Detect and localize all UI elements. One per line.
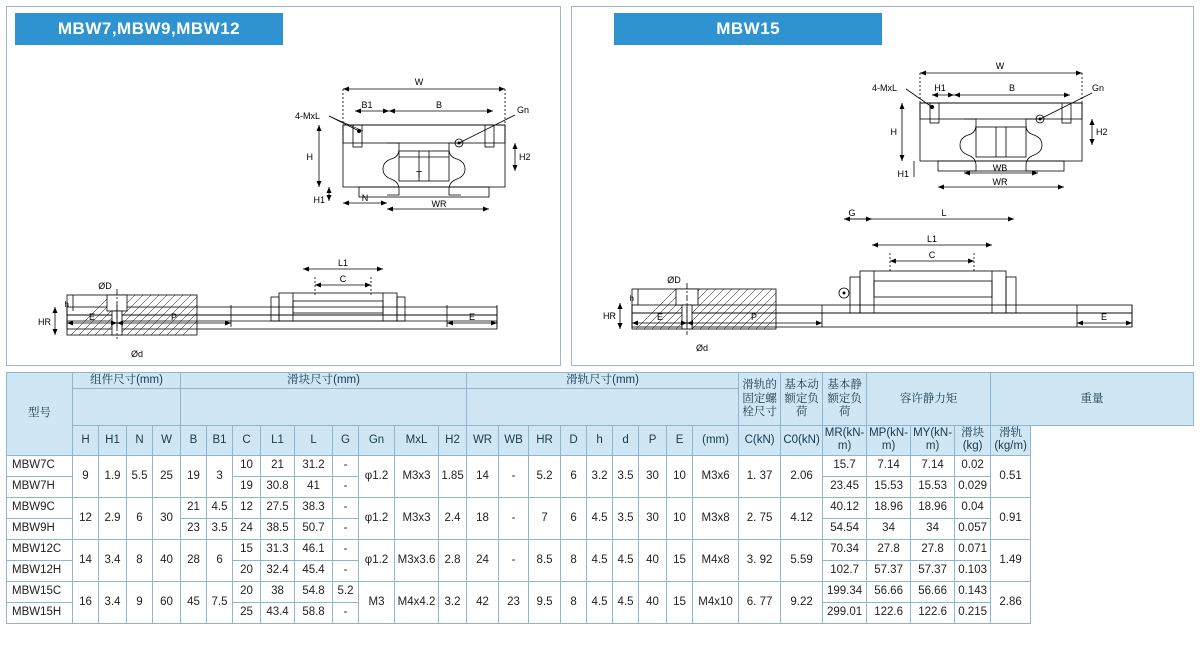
cell-MY: 34: [911, 518, 955, 539]
table-row: [7, 581, 1194, 602]
header-assembly-spacer: [73, 389, 181, 426]
cell-MP: 7.14: [867, 455, 911, 476]
col-B: B: [181, 426, 207, 455]
cell-N: 8: [127, 539, 153, 581]
cell-MP: 15.53: [867, 476, 911, 497]
cell-model: MBW9C: [7, 497, 73, 518]
cell-B: 21: [181, 497, 207, 518]
cell-H: 14: [73, 539, 99, 581]
svg-text:C: C: [928, 250, 936, 260]
cell-W: 60: [153, 581, 181, 623]
cell-bolt: M3x8: [693, 497, 739, 539]
cell-D: 8: [561, 581, 587, 623]
cell-MP: 18.96: [867, 497, 911, 518]
cell-WB: -: [499, 455, 529, 497]
cell-Gn: M3: [359, 581, 395, 623]
cell-block-weight: 0.057: [955, 518, 991, 539]
cell-G: -: [333, 539, 359, 560]
col-MP: MP(kN-m): [867, 426, 911, 455]
spec-table: [6, 372, 1194, 624]
cell-MR: 299.01: [823, 602, 867, 623]
cell-G: -: [333, 455, 359, 476]
cell-block-weight: 0.103: [955, 560, 991, 581]
cell-HR: 5.2: [529, 455, 561, 497]
cell-C-kn: 6. 77: [739, 581, 781, 623]
cell-E: 15: [667, 539, 693, 581]
col-block-weight: 滑块(kg): [955, 426, 991, 455]
cell-B1: 7.5: [207, 581, 233, 623]
svg-text:H1: H1: [897, 169, 910, 179]
cell-H1: 3.4: [99, 581, 127, 623]
cell-H: 16: [73, 581, 99, 623]
cell-H2: 1.85: [439, 455, 467, 497]
cell-N: 6: [127, 497, 153, 539]
svg-text:h: h: [629, 294, 635, 303]
cell-block-weight: 0.02: [955, 455, 991, 476]
svg-text:WR: WR: [992, 177, 1008, 187]
col-L1: L1: [261, 426, 295, 455]
cell-C: 10: [233, 455, 261, 476]
svg-text:WB: WB: [992, 163, 1008, 173]
cell-L: 46.1: [295, 539, 333, 560]
cell-Gn: φ1.2: [359, 539, 395, 581]
cell-Gn: φ1.2: [359, 455, 395, 497]
svg-text:H1: H1: [313, 195, 325, 205]
cell-rail-weight: 2.86: [991, 581, 1031, 623]
header-weight: 重量: [991, 373, 1194, 426]
cell-H1: 3.4: [99, 539, 127, 581]
cell-W: 40: [153, 539, 181, 581]
cell-MR: 40.12: [823, 497, 867, 518]
cell-MP: 57.37: [867, 560, 911, 581]
cell-WR: 42: [467, 581, 499, 623]
svg-text:E: E: [657, 312, 664, 322]
cell-L: 50.7: [295, 518, 333, 539]
cell-H2: 2.4: [439, 497, 467, 539]
header-rail-dims: 滑轨尺寸(mm): [467, 373, 739, 389]
cell-L: 58.8: [295, 602, 333, 623]
svg-text:W: W: [414, 77, 424, 87]
col-MxL: MxL: [395, 426, 439, 455]
cell-P: 40: [639, 581, 667, 623]
cell-MY: 7.14: [911, 455, 955, 476]
cell-C0-kn: 9.22: [781, 581, 823, 623]
col-B1: B1: [207, 426, 233, 455]
col-WB: WB: [499, 426, 529, 455]
spec-table-wrap: [0, 366, 1200, 630]
cell-WB: 23: [499, 581, 529, 623]
col-MR: MR(kN-m): [823, 426, 867, 455]
cell-d: 4.5: [613, 581, 639, 623]
col-C: C: [233, 426, 261, 455]
cell-WR: 18: [467, 497, 499, 539]
cell-MR: 199.34: [823, 581, 867, 602]
cell-H1: 2.9: [99, 497, 127, 539]
cell-G: 5.2: [333, 581, 359, 602]
col-H: H: [73, 426, 99, 455]
svg-text:ØD: ØD: [98, 281, 112, 291]
svg-text:W: W: [995, 61, 1005, 71]
svg-text:T: T: [415, 170, 423, 181]
svg-text:C: C: [339, 274, 347, 284]
col-N: N: [127, 426, 153, 455]
cell-block-weight: 0.143: [955, 581, 991, 602]
cell-D: 6: [561, 455, 587, 497]
cell-WR: 24: [467, 539, 499, 581]
cell-L1: 38: [261, 581, 295, 602]
panel-mbw15: [571, 6, 1194, 366]
cell-C0-kn: 2.06: [781, 455, 823, 497]
panel-mbw7-9-12: [6, 6, 561, 366]
svg-text:P: P: [170, 312, 178, 322]
cell-MY: 57.37: [911, 560, 955, 581]
cell-MY: 56.66: [911, 581, 955, 602]
cell-MR: 102.7: [823, 560, 867, 581]
cell-HR: 9.5: [529, 581, 561, 623]
cell-MxL: M3x3.6: [395, 539, 439, 581]
cell-block-weight: 0.215: [955, 602, 991, 623]
cell-B1: 6: [207, 539, 233, 581]
cell-B: 23: [181, 518, 207, 539]
svg-text:HR: HR: [603, 311, 617, 321]
cell-HR: 7: [529, 497, 561, 539]
cell-D: 6: [561, 497, 587, 539]
header-rail-spacer: [467, 389, 739, 426]
cell-B: 45: [181, 581, 207, 623]
svg-text:Gn: Gn: [517, 105, 530, 115]
cell-B: 28: [181, 539, 207, 581]
cell-H2: 3.2: [439, 581, 467, 623]
svg-text:G: G: [848, 208, 856, 218]
cell-Gn: φ1.2: [359, 497, 395, 539]
drawing-left-bottom-dims: [7, 301, 553, 341]
table-row: [7, 455, 1194, 476]
cell-B1: 4.5: [207, 497, 233, 518]
cell-L1: 38.5: [261, 518, 295, 539]
cell-C-kn: 3. 92: [739, 539, 781, 581]
drawing-right-svg: [572, 45, 1186, 353]
cell-N: 5.5: [127, 455, 153, 497]
col-G: G: [333, 426, 359, 455]
svg-text:Ød: Ød: [696, 343, 709, 353]
drawing-right-bottom-dims: [572, 301, 1186, 341]
cell-W: 25: [153, 455, 181, 497]
cell-L1: 32.4: [261, 560, 295, 581]
col-rail-weight: 滑轨(kg/m): [991, 426, 1031, 455]
table-header-group-row: [7, 373, 1194, 389]
svg-text:H2: H2: [1096, 127, 1108, 137]
cell-d: 4.5: [613, 539, 639, 581]
table-header-sub-row: [7, 426, 1194, 455]
cell-L: 54.8: [295, 581, 333, 602]
cell-E: 15: [667, 581, 693, 623]
cell-C0-kn: 5.59: [781, 539, 823, 581]
cell-L1: 43.4: [261, 602, 295, 623]
cell-MY: 27.8: [911, 539, 955, 560]
cell-MY: 15.53: [911, 476, 955, 497]
cell-MP: 122.6: [867, 602, 911, 623]
cell-d: 3.5: [613, 497, 639, 539]
svg-text:L: L: [941, 208, 947, 218]
col-WR: WR: [467, 426, 499, 455]
cell-MY: 122.6: [911, 602, 955, 623]
svg-text:H: H: [306, 152, 313, 162]
svg-text:Gn: Gn: [1092, 83, 1105, 93]
svg-text:h: h: [64, 300, 69, 309]
cell-E: 10: [667, 497, 693, 539]
header-bolt-size: 滑轨的固定螺栓尺寸: [739, 373, 781, 426]
col-C-kn: C(kN): [739, 426, 781, 455]
cell-C: 12: [233, 497, 261, 518]
col-d: d: [613, 426, 639, 455]
svg-text:N: N: [361, 193, 369, 203]
svg-text:4-MxL: 4-MxL: [295, 111, 321, 121]
cell-G: -: [333, 560, 359, 581]
svg-text:H2: H2: [519, 152, 531, 162]
cell-model: MBW12C: [7, 539, 73, 560]
header-dynamic-load: 基本动额定负荷: [781, 373, 823, 426]
svg-text:B1: B1: [361, 100, 373, 110]
cell-WB: -: [499, 539, 529, 581]
table-body: [7, 455, 1194, 623]
cell-H: 9: [73, 455, 99, 497]
cell-C: 25: [233, 602, 261, 623]
cell-B1: 3: [207, 455, 233, 497]
cell-MP: 56.66: [867, 581, 911, 602]
table-row: [7, 539, 1194, 560]
cell-P: 30: [639, 455, 667, 497]
col-P: P: [639, 426, 667, 455]
cell-L1: 27.5: [261, 497, 295, 518]
svg-text:B: B: [435, 100, 443, 110]
svg-text:WR: WR: [431, 199, 447, 209]
svg-text:E: E: [468, 312, 476, 322]
svg-text:ØD: ØD: [667, 275, 681, 285]
cell-C: 19: [233, 476, 261, 497]
cell-MR: 70.34: [823, 539, 867, 560]
panel-title-right: MBW15: [614, 13, 882, 45]
cell-C: 20: [233, 560, 261, 581]
cell-model: MBW9H: [7, 518, 73, 539]
drawing-left: [7, 45, 560, 359]
cell-bolt: M3x6: [693, 455, 739, 497]
cell-L: 41: [295, 476, 333, 497]
svg-text:HR: HR: [38, 317, 51, 327]
col-C0-kn: C0(kN): [781, 426, 823, 455]
header-static-load: 基本静额定负荷: [823, 373, 867, 426]
cell-C: 20: [233, 581, 261, 602]
cell-D: 8: [561, 539, 587, 581]
svg-text:E: E: [88, 312, 96, 322]
cell-h: 4.5: [587, 497, 613, 539]
cell-model: MBW12H: [7, 560, 73, 581]
cell-MxL: M3x3: [395, 497, 439, 539]
col-D: D: [561, 426, 587, 455]
cell-MR: 54.54: [823, 518, 867, 539]
cell-MR: 23.45: [823, 476, 867, 497]
cell-L: 45.4: [295, 560, 333, 581]
cell-HR: 8.5: [529, 539, 561, 581]
cell-bolt: M4x10: [693, 581, 739, 623]
svg-text:4-MxL: 4-MxL: [872, 83, 898, 93]
cell-rail-weight: 0.51: [991, 455, 1031, 497]
svg-text:B: B: [1009, 83, 1016, 93]
cell-rail-weight: 1.49: [991, 539, 1031, 581]
cell-E: 10: [667, 455, 693, 497]
cell-h: 4.5: [587, 581, 613, 623]
panel-title-left: MBW7,MBW9,MBW12: [15, 13, 283, 45]
cell-MP: 27.8: [867, 539, 911, 560]
cell-WB: -: [499, 497, 529, 539]
cell-h: 4.5: [587, 539, 613, 581]
cell-C-kn: 1. 37: [739, 455, 781, 497]
drawing-right: [572, 45, 1193, 353]
col-H1: H1: [99, 426, 127, 455]
cell-MY: 18.96: [911, 497, 955, 518]
cell-N: 9: [127, 581, 153, 623]
svg-text:L1: L1: [927, 234, 938, 244]
cell-block-weight: 0.04: [955, 497, 991, 518]
header-assembly-dims: 组件尺寸(mm): [73, 373, 181, 389]
cell-MxL: M3x3: [395, 455, 439, 497]
cell-MP: 34: [867, 518, 911, 539]
col-HR: HR: [529, 426, 561, 455]
cell-B: 19: [181, 455, 207, 497]
header-block-dims: 滑块尺寸(mm): [181, 373, 467, 389]
svg-text:E: E: [1101, 312, 1108, 322]
cell-L1: 21: [261, 455, 295, 476]
cell-MxL: M4x4.2: [395, 581, 439, 623]
col-W: W: [153, 426, 181, 455]
cell-P: 40: [639, 539, 667, 581]
cell-G: -: [333, 476, 359, 497]
cell-C: 15: [233, 539, 261, 560]
table-row: [7, 497, 1194, 518]
header-model: 型号: [7, 373, 73, 456]
col-E: E: [667, 426, 693, 455]
cell-block-weight: 0.071: [955, 539, 991, 560]
col-L: L: [295, 426, 333, 455]
col-H2: H2: [439, 426, 467, 455]
svg-text:L1: L1: [337, 258, 349, 268]
cell-bolt: M4x8: [693, 539, 739, 581]
header-static-moment: 容许静力矩: [867, 373, 991, 426]
svg-text:Ød: Ød: [131, 349, 144, 359]
cell-model: MBW15H: [7, 602, 73, 623]
svg-text:P: P: [751, 312, 758, 322]
svg-text:H1: H1: [934, 83, 946, 93]
cell-H1: 1.9: [99, 455, 127, 497]
cell-W: 30: [153, 497, 181, 539]
cell-block-weight: 0.029: [955, 476, 991, 497]
cell-h: 3.2: [587, 455, 613, 497]
cell-G: -: [333, 497, 359, 518]
col-h: h: [587, 426, 613, 455]
cell-G: -: [333, 602, 359, 623]
cell-H2: 2.8: [439, 539, 467, 581]
cell-model: MBW7C: [7, 455, 73, 476]
col-Gn: Gn: [359, 426, 395, 455]
col-MY: MY(kN-m): [911, 426, 955, 455]
cell-C0-kn: 4.12: [781, 497, 823, 539]
cell-L: 38.3: [295, 497, 333, 518]
header-block-spacer: [181, 389, 467, 426]
cell-d: 3.5: [613, 455, 639, 497]
cell-C-kn: 2. 75: [739, 497, 781, 539]
svg-text:H: H: [890, 127, 898, 137]
drawing-left-svg: [7, 45, 553, 359]
cell-WR: 14: [467, 455, 499, 497]
cell-B1: 3.5: [207, 518, 233, 539]
cell-L: 31.2: [295, 455, 333, 476]
cell-L1: 30.8: [261, 476, 295, 497]
cell-rail-weight: 0.91: [991, 497, 1031, 539]
cell-L1: 31.3: [261, 539, 295, 560]
cell-H: 12: [73, 497, 99, 539]
col-bolt-mm: (mm): [693, 426, 739, 455]
cell-MR: 15.7: [823, 455, 867, 476]
cell-P: 30: [639, 497, 667, 539]
cell-C: 24: [233, 518, 261, 539]
cell-G: -: [333, 518, 359, 539]
cell-model: MBW7H: [7, 476, 73, 497]
cell-model: MBW15C: [7, 581, 73, 602]
